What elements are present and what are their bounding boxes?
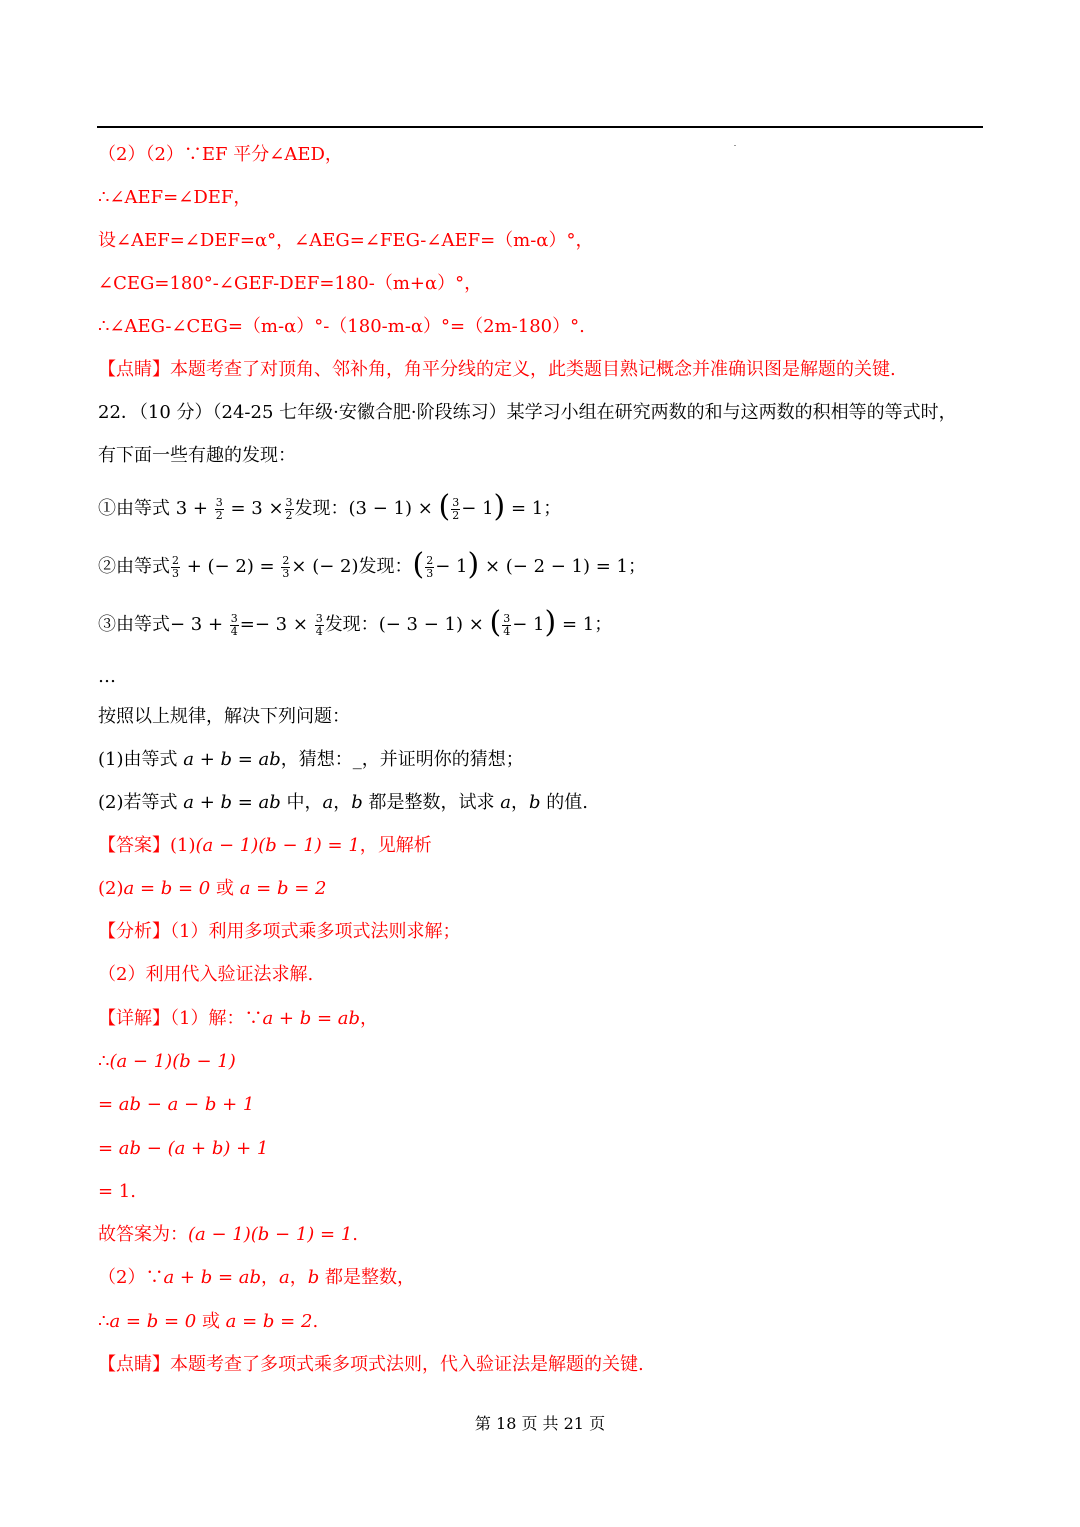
detail-8-equation-2: a = b = 2 [225, 1311, 313, 1332]
instruction: 按照以上规律，解决下列问题： [98, 706, 350, 727]
stray-dot [734, 145, 736, 146]
detail-tag: 【详解】 [98, 1008, 170, 1029]
subquestion-1-equation: a + b = ab [183, 749, 281, 770]
example-3 [98, 607, 612, 643]
detail-line-4: = ab − (a + b) + 1 [98, 1138, 269, 1159]
example-1-frac-2: $\frac{3}{2}$ [285, 495, 293, 522]
example-3-found: 发现： [324, 614, 379, 635]
detail-2-prefix: ∴ [98, 1051, 110, 1072]
analysis-line-2: （2）利用代入验证法求解. [98, 964, 314, 985]
detail-6-suffix: . [352, 1224, 359, 1245]
detail-8-or: 或 [196, 1311, 226, 1332]
subquestion-2-mid: 中， [286, 792, 323, 813]
ellipsis: … [98, 666, 116, 687]
detail-8-suffix: . [312, 1311, 319, 1332]
example-2-result: × (− 2 − 1) = 1； [484, 556, 646, 577]
detail-6-equation: (a − 1)(b − 1) = 1 [188, 1224, 353, 1245]
subquestion-2-comma: ， [333, 792, 352, 813]
example-2 [98, 549, 646, 585]
subquestion-2-var-b-2: b [529, 792, 541, 813]
example-1-label: ①由等式 [98, 498, 170, 519]
subquestion-2-equation: a + b = ab [183, 792, 281, 813]
solution-line-5: ∴∠AEG-∠CEG=（m-α）°-（180-m-α）°=（2m-180）°. [98, 316, 585, 337]
example-3-lhs: − 3 + [170, 614, 224, 635]
answer-line-2 [98, 874, 326, 904]
example-2-paren-open: ( [412, 547, 425, 582]
example-3-mid: =− 3 × [239, 614, 308, 635]
detail-line-7 [98, 1263, 415, 1293]
example-2-found: 发现： [358, 556, 413, 577]
detail-1-equation: a + b = ab [262, 1008, 361, 1029]
example-1-paren-open: ( [438, 489, 451, 524]
example-1 [98, 491, 561, 527]
example-3-frac-1: $\frac{3}{4}$ [230, 611, 238, 638]
subquestion-1-prefix: (1)由等式 [98, 749, 178, 770]
detail-7-comma: ， [261, 1267, 280, 1288]
comment-note-1: 【点睛】本题考查了对顶角、邻补角，角平分线的定义，此类题目熟记概念并准确识图是解题的关键. [98, 359, 896, 380]
subquestion-2-var-b: b [351, 792, 363, 813]
header-rule [97, 126, 983, 128]
subquestion-2 [98, 788, 588, 818]
example-2-frac-2: $\frac{2}{3}$ [282, 553, 290, 580]
detail-8-prefix: ∴ [98, 1311, 110, 1332]
analysis-1-text: （1）利用多项式乘多项式法则求解； [170, 921, 461, 942]
example-3-label: ③由等式 [98, 614, 170, 635]
example-3-frac-3: $\frac{3}{4}$ [503, 611, 511, 638]
detail-8-equation-1: a = b = 0 [109, 1311, 197, 1332]
question-22-line-1: 22．（10 分）（24-25 七年级·安徽合肥·阶段练习）某学习小组在研究两数的和与这两数的积相等的等式时， [98, 402, 957, 423]
example-1-frac-3: $\frac{3}{2}$ [452, 495, 460, 522]
detail-line-2 [98, 1047, 236, 1077]
example-2-mid: × (− 2) [291, 556, 359, 577]
answer-1-prefix: (1) [170, 835, 196, 856]
example-1-mid: = 3 × [230, 498, 284, 519]
solution-line-4: ∠CEG=180°-∠GEF-DEF=180-（m+α）°， [98, 273, 483, 294]
detail-6-prefix: 故答案为： [98, 1224, 188, 1245]
answer-2-or: 或 [210, 878, 240, 899]
example-2-frac-3: $\frac{2}{3}$ [426, 553, 434, 580]
example-3-minus-one: − 1 [512, 614, 545, 635]
example-1-result: = 1； [510, 498, 562, 519]
example-2-frac-1: $\frac{2}{3}$ [172, 553, 179, 580]
example-2-minus-one: − 1 [435, 556, 468, 577]
subquestion-1 [98, 745, 524, 775]
detail-7-var-a: a [279, 1267, 290, 1288]
answer-line-1 [98, 831, 432, 861]
analysis-tag: 【分析】 [98, 921, 170, 942]
detail-7-prefix: （2）∵ [98, 1267, 164, 1288]
example-1-paren-close: ) [493, 489, 506, 524]
detail-line-5: = 1. [98, 1181, 136, 1202]
example-2-paren-close: ) [467, 547, 480, 582]
subquestion-2-prefix: (2)若等式 [98, 792, 178, 813]
answer-tag: 【答案】 [98, 835, 170, 856]
example-3-paren-open: ( [489, 605, 502, 640]
answer-2-prefix: (2) [98, 878, 124, 899]
example-1-frac-1: $\frac{3}{2}$ [215, 495, 223, 522]
example-3-product: (− 3 − 1) × [378, 614, 484, 635]
answer-1-suffix: ，见解析 [359, 835, 432, 856]
answer-1-equation: (a − 1)(b − 1) = 1 [195, 835, 360, 856]
detail-line-1 [98, 1004, 378, 1034]
example-2-label: ②由等式 [98, 556, 170, 577]
comment-note-2: 【点睛】本题考查了多项式乘多项式法则，代入验证法是解题的关键. [98, 1354, 644, 1375]
subquestion-2-comma-2: ， [511, 792, 529, 813]
example-1-minus-one: − 1 [461, 498, 494, 519]
example-3-paren-close: ) [544, 605, 557, 640]
example-3-result: = 1； [561, 614, 613, 635]
detail-line-8 [98, 1307, 318, 1337]
subquestion-1-suffix: ，猜想：_，并证明你的猜想； [280, 749, 524, 770]
detail-7-suffix: 都是整数， [325, 1267, 416, 1288]
subquestion-2-var-a-2: a [500, 792, 511, 813]
example-1-lhs: 3 + [175, 498, 208, 519]
solution-line-2: ∴∠AEF=∠DEF， [98, 187, 252, 208]
solution-line-1: （2）（2）∵EF 平分∠AED， [98, 144, 343, 165]
detail-7-equation: a + b = ab [163, 1267, 262, 1288]
answer-2-equation-1: a = b = 0 [123, 878, 211, 899]
detail-7-var-b: b [307, 1267, 320, 1288]
analysis-line-1 [98, 917, 460, 947]
detail-1-suffix: ， [360, 1008, 379, 1029]
solution-line-3: 设∠AEF=∠DEF=α°，∠AEG=∠FEG-∠AEF=（m-α）°， [98, 230, 594, 251]
example-2-lhs: + (− 2) = [186, 556, 275, 577]
detail-2-equation: (a − 1)(b − 1) [109, 1051, 236, 1072]
subquestion-2-suffix: 的值. [546, 792, 588, 813]
detail-7-comma-2: ， [289, 1267, 308, 1288]
detail-line-6 [98, 1220, 358, 1250]
detail-1-prefix: （1）解：∵ [170, 1008, 263, 1029]
answer-2-equation-2: a = b = 2 [239, 878, 327, 899]
detail-line-3: = ab − a − b + 1 [98, 1094, 255, 1115]
page-footer: 第 18 页 共 21 页 [474, 1414, 606, 1433]
question-22-line-2: 有下面一些有趣的发现： [98, 445, 296, 466]
example-1-found: 发现： [294, 498, 349, 519]
example-3-frac-2: $\frac{3}{4}$ [315, 611, 323, 638]
subquestion-2-text: 都是整数，试求 [368, 792, 495, 813]
example-1-product: (3 − 1) × [348, 498, 433, 519]
subquestion-2-var-a: a [322, 792, 334, 813]
